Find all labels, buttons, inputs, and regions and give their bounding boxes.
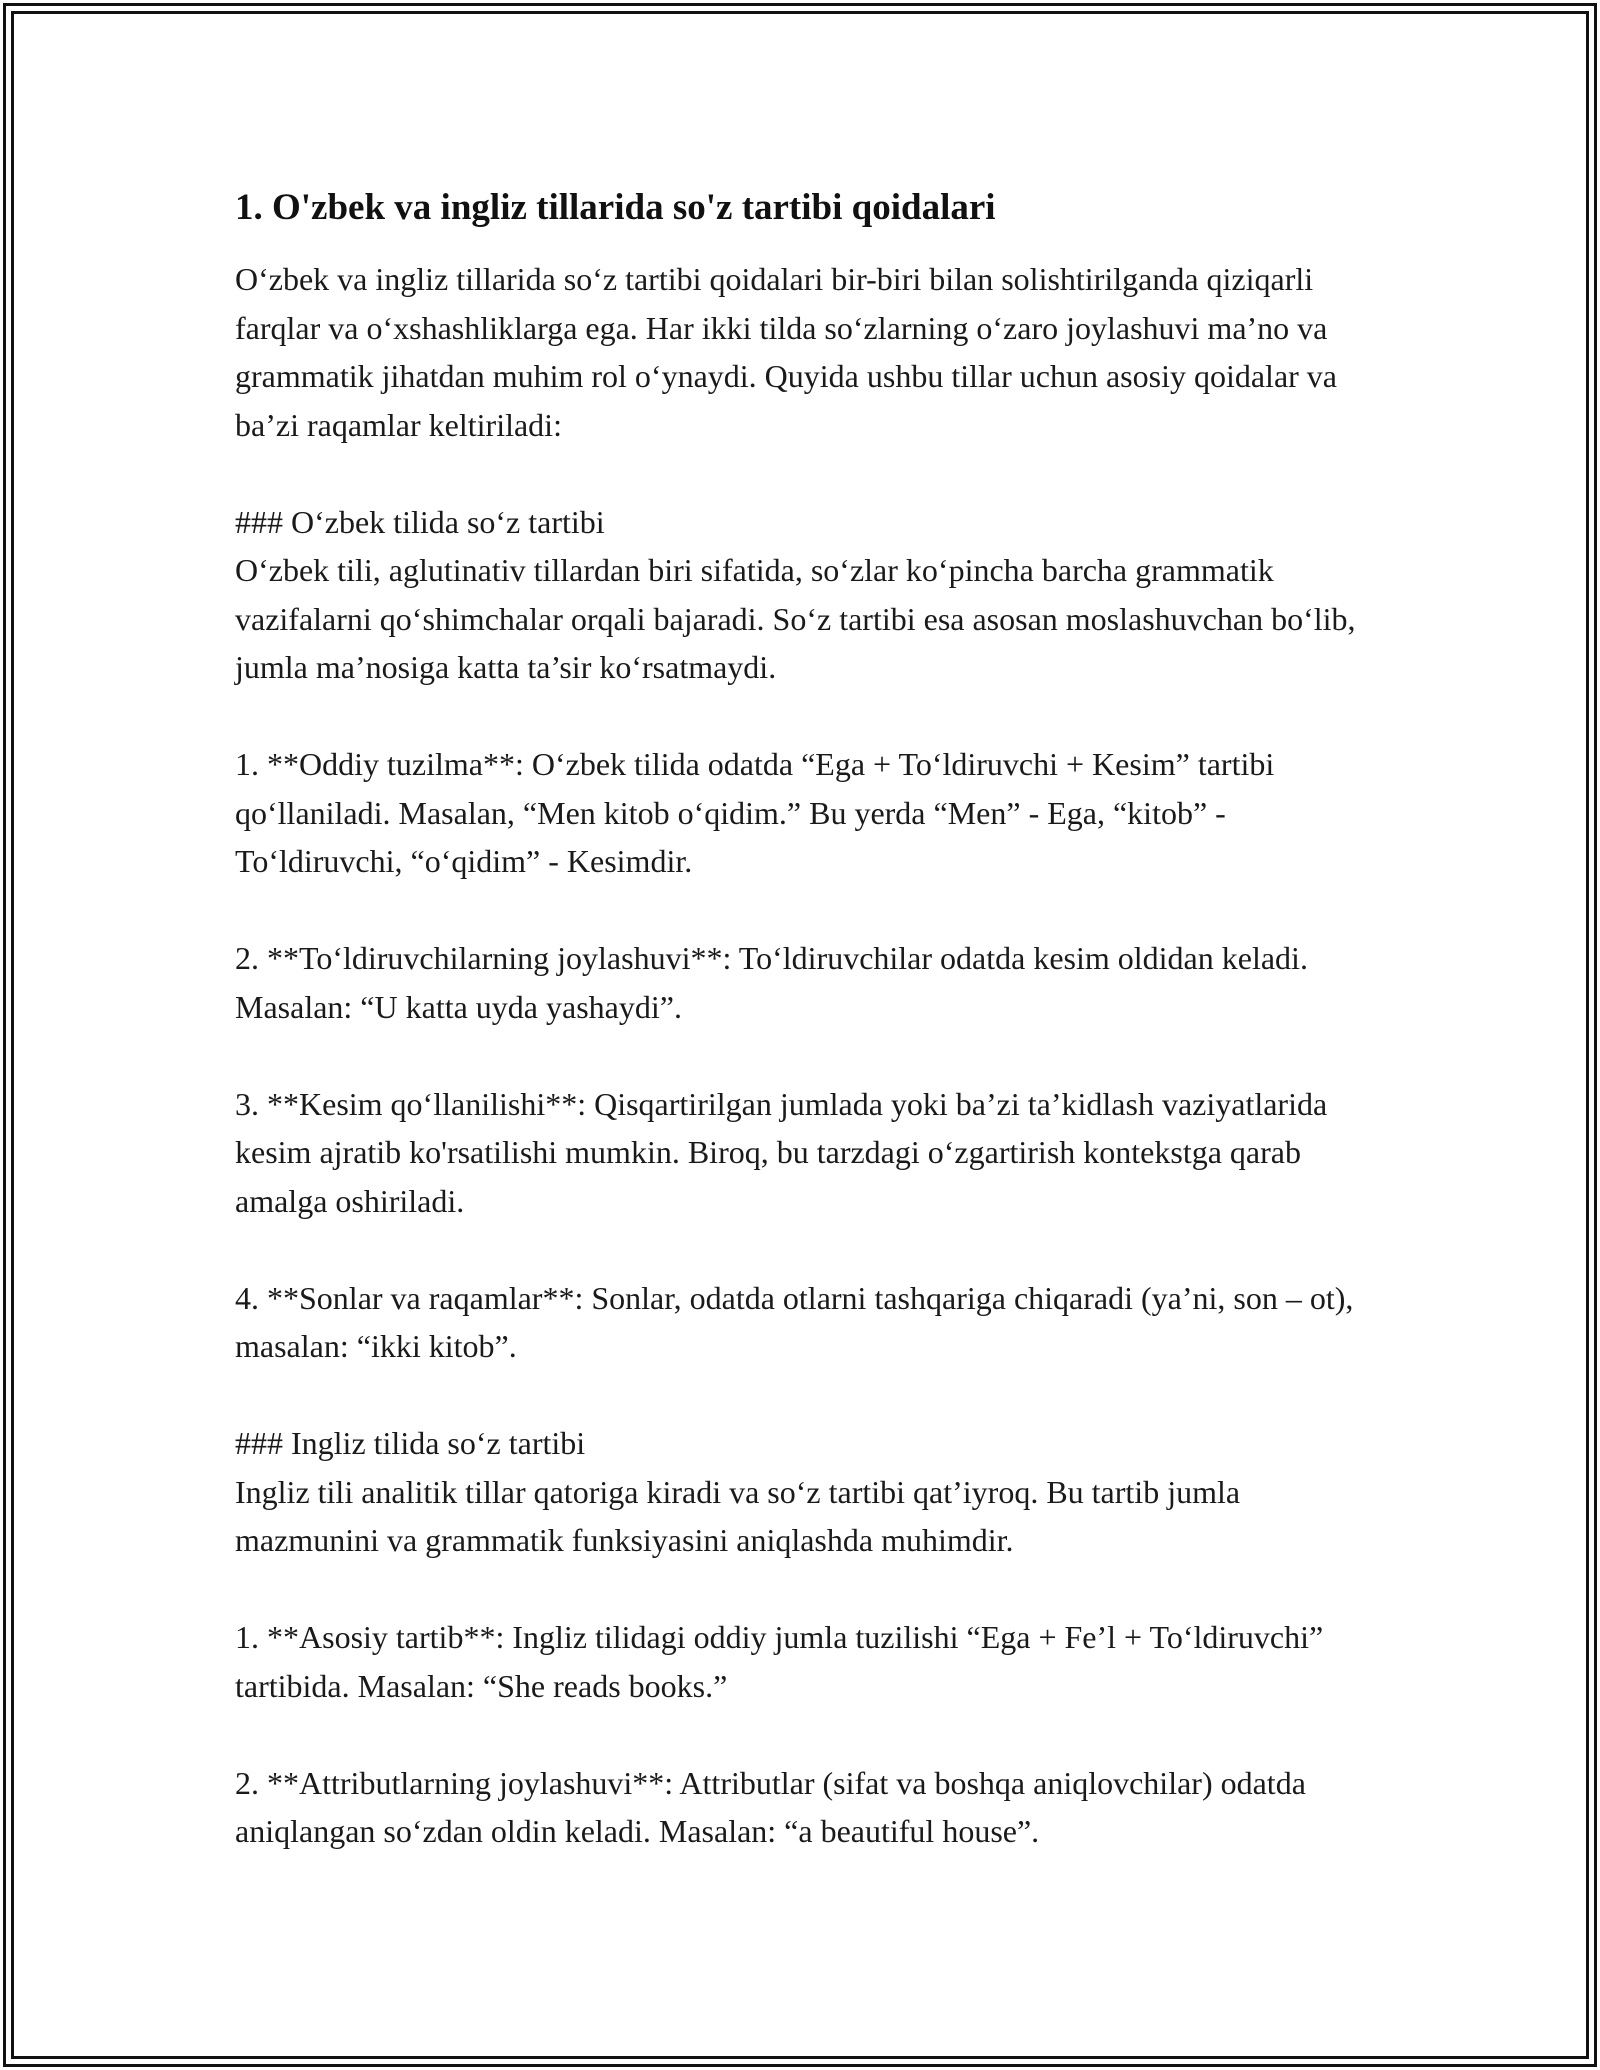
english-rule-1: 1. **Asosiy tartib**: Ingliz tilidagi oddiy jumla tuzilishi “Ega + Fe’l + To‘ldiruvchi” tartibida. Masalan: “She reads books.” (235, 1619, 1324, 1704)
uzbek-rule-1: 1. **Oddiy tuzilma**: O‘zbek tilida odatda “Ega + To‘ldiruvchi + Kesim” tartibi qo‘llaniladi. Masalan, “Men kitob o‘qidim.” Bu yerda “Men” - Ega, “kitob” - To‘ldiruvchi, “o‘qidim” - Kesimdir. (235, 746, 1275, 879)
uzbek-rule-3: 3. **Kesim qo‘llanilishi**: Qisqartirilgan jumlada yoki ba’zi ta’kidlash vaziyatlarida kesim ajratib ko'rsatilishi mumkin. Biroq, bu tarzdagi o‘zgartirish kontekstga qarab amalga oshiriladi. (235, 1085, 1328, 1219)
english-rule-2: 2. **Attributlarning joylashuvi**: Attributlar (sifat va boshqa aniqlovchilar) odatda aniqlangan so‘zdan oldin keladi. Masalan: “a beautiful house”. (235, 1764, 1306, 1849)
document-body (235, 185, 1370, 1904)
intro-paragraph: O‘zbek va ingliz tillarida so‘z tartibi qoidalari bir-biri bilan solishtirilganda qiziqarli farqlar va o‘xshashliklarga ega. Har ikki tilda so‘zlarning o‘zaro joylashuvi ma’no va grammatik jihatdan muhim rol o‘ynaydi. Quyida ushbu tillar uchun asosiy qoidalar va ba’zi raqamlar keltiriladi: (235, 261, 1337, 443)
section-heading-english: ### Ingliz tilida so‘z tartibi (235, 1425, 586, 1461)
section-intro-english: Ingliz tili analitik tillar qatoriga kiradi va so‘z tartibi qat’iyroq. Bu tartib jumla mazmunini va grammatik funksiyasini aniqlashda muhimdir. (235, 1473, 1241, 1558)
uzbek-rule-2: 2. **To‘ldiruvchilarning joylashuvi**: To‘ldiruvchilar odatda kesim oldidan keladi. Masalan: “U katta uyda yashaydi”. (235, 940, 1308, 1025)
uzbek-rule-4: 4. **Sonlar va raqamlar**: Sonlar, odatda otlarni tashqariga chiqaradi (ya’ni, son – ot), masalan: “ikki kitob”. (235, 1279, 1354, 1364)
document-title: 1. O'zbek va ingliz tillarida so'z tartibi qoidalari (235, 187, 996, 228)
section-heading-uzbek: ### O‘zbek tilida so‘z tartibi (235, 503, 605, 540)
section-intro-uzbek: O‘zbek tili, aglutinativ tillardan biri sifatida, so‘zlar ko‘pincha barcha grammatik vazifalarni qo‘shimchalar orqali bajaradi. So‘z tartibi esa asosan moslashuvchan bo‘lib, jumla ma’nosiga katta ta’sir ko‘rsatmaydi. (235, 552, 1356, 685)
